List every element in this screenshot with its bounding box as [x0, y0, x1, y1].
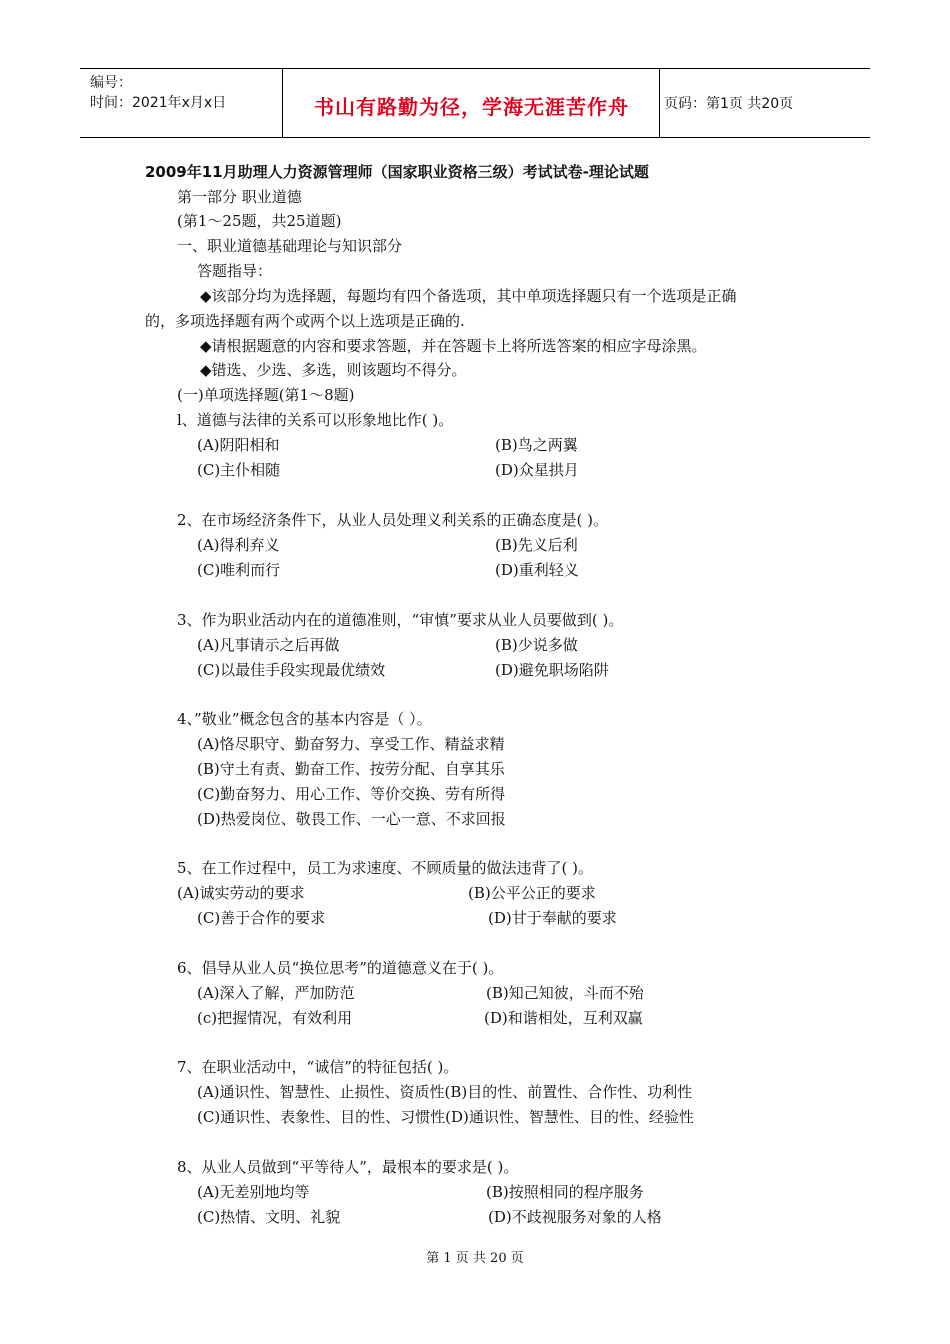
option-a: (A)阴阳相和	[197, 436, 280, 454]
question-range: (第1～25题，共25道题)	[177, 212, 342, 230]
option-c: (C)善于合作的要求	[197, 909, 326, 927]
page-footer: 第 1 页 共 20 页	[426, 1251, 524, 1266]
question-stem: 7、在职业活动中，“诚信”的特征包括( )。	[177, 1058, 459, 1076]
option-c: (C)勤奋努力、用心工作、等价交换、劳有所得	[197, 785, 506, 803]
question-stem: 8、从业人员做到“平等待人”，最根本的要求是( )。	[177, 1158, 519, 1176]
option-d: (D)甘于奉献的要求	[488, 909, 617, 927]
part-heading: 第一部分 职业道德	[177, 188, 302, 206]
header-number: 编号：	[90, 75, 132, 91]
option-d: (D)不歧视服务对象的人格	[488, 1208, 662, 1226]
option-a: (A)恪尽职守、勤奋努力、享受工作、精益求精	[197, 735, 505, 753]
option-b: (B)按照相同的程序服务	[486, 1183, 644, 1201]
header-time: 时间：2021年x月x日	[90, 95, 227, 111]
document-title: 2009年11月助理人力资源管理师（国家职业资格三级）考试试卷-理论试题	[145, 163, 649, 181]
option-b: (B)知己知彼，斗而不殆	[486, 984, 644, 1002]
question-stem: 2、在市场经济条件下，从业人员处理义利关系的正确态度是( )。	[177, 511, 609, 529]
question-stem: 3、作为职业活动内在的道德准则，“审慎”要求从业人员要做到( )。	[177, 611, 624, 629]
option-b: (B)守土有责、勤奋工作、按劳分配、自享其乐	[197, 760, 505, 778]
section-heading: 一、职业道德基础理论与知识部分	[177, 237, 403, 255]
header-meta	[90, 73, 226, 113]
option-cd: (C)通识性、表象性、目的性、习惯性(D)通识性、智慧性、目的性、经验性	[197, 1108, 694, 1126]
rule-1b: 的，多项选择题有两个或两个以上选项是正确的.	[145, 312, 465, 330]
question-stem: 4、”敬业”概念包含的基本内容是（ ）。	[177, 710, 432, 728]
option-a: (A)深入了解，严加防范	[197, 984, 355, 1002]
option-a: (A)得利弃义	[197, 536, 280, 554]
option-b: (B)鸟之两翼	[495, 436, 578, 454]
rule-1a: ◆该部分均为选择题，每题均有四个备选项，其中单项选择题只有一个选项是正确	[200, 287, 737, 305]
question-stem: 5、在工作过程中，员工为求速度、不顾质量的做法违背了( )。	[177, 859, 594, 877]
option-c: (C)热情、文明、礼貌	[197, 1208, 341, 1226]
option-a: (A)无差别地均等	[197, 1183, 310, 1201]
rule-2: ◆请根据题意的内容和要求答题，并在答题卡上将所选答案的相应字母涂黑。	[200, 337, 707, 355]
option-d: (D)热爱岗位、敬畏工作、一心一意、不求回报	[197, 810, 506, 828]
option-b: (B)先义后利	[495, 536, 578, 554]
question-stem: l、道德与法律的关系可以形象地比作( )。	[177, 411, 454, 429]
option-a: (A)诚实劳动的要求	[177, 884, 305, 902]
option-c: (c)把握情况，有效利用	[197, 1009, 353, 1027]
option-ab: (A)通识性、智慧性、止损性、资质性(B)目的性、前置性、合作性、功利性	[197, 1083, 693, 1101]
option-d: (D)众星拱月	[495, 461, 579, 479]
option-a: (A)凡事请示之后再做	[197, 636, 340, 654]
question-stem: 6、倡导从业人员“换位思考”的道德意义在于( )。	[177, 959, 504, 977]
rule-3: ◆错选、少选、多选，则该题均不得分。	[200, 361, 467, 379]
page-header-table	[80, 68, 870, 138]
header-motto: 书山有路勤为径，学海无涯苦作舟	[314, 95, 629, 119]
guide-label: 答题指导：	[197, 262, 273, 280]
option-d: (D)和谐相处，互利双赢	[484, 1009, 643, 1027]
option-b: (B)少说多做	[495, 636, 578, 654]
subsection-heading: (一)单项选择题(第1～8题)	[177, 386, 355, 404]
option-c: (C)唯利而行	[197, 561, 281, 579]
option-c: (C)以最佳手段实现最优绩效	[197, 661, 386, 679]
option-d: (D)避免职场陷阱	[495, 661, 609, 679]
option-c: (C)主仆相随	[197, 461, 281, 479]
header-page-info: 页码：第1页 共20页	[664, 96, 794, 112]
option-b: (B)公平公正的要求	[468, 884, 596, 902]
option-d: (D)重利轻义	[495, 561, 579, 579]
